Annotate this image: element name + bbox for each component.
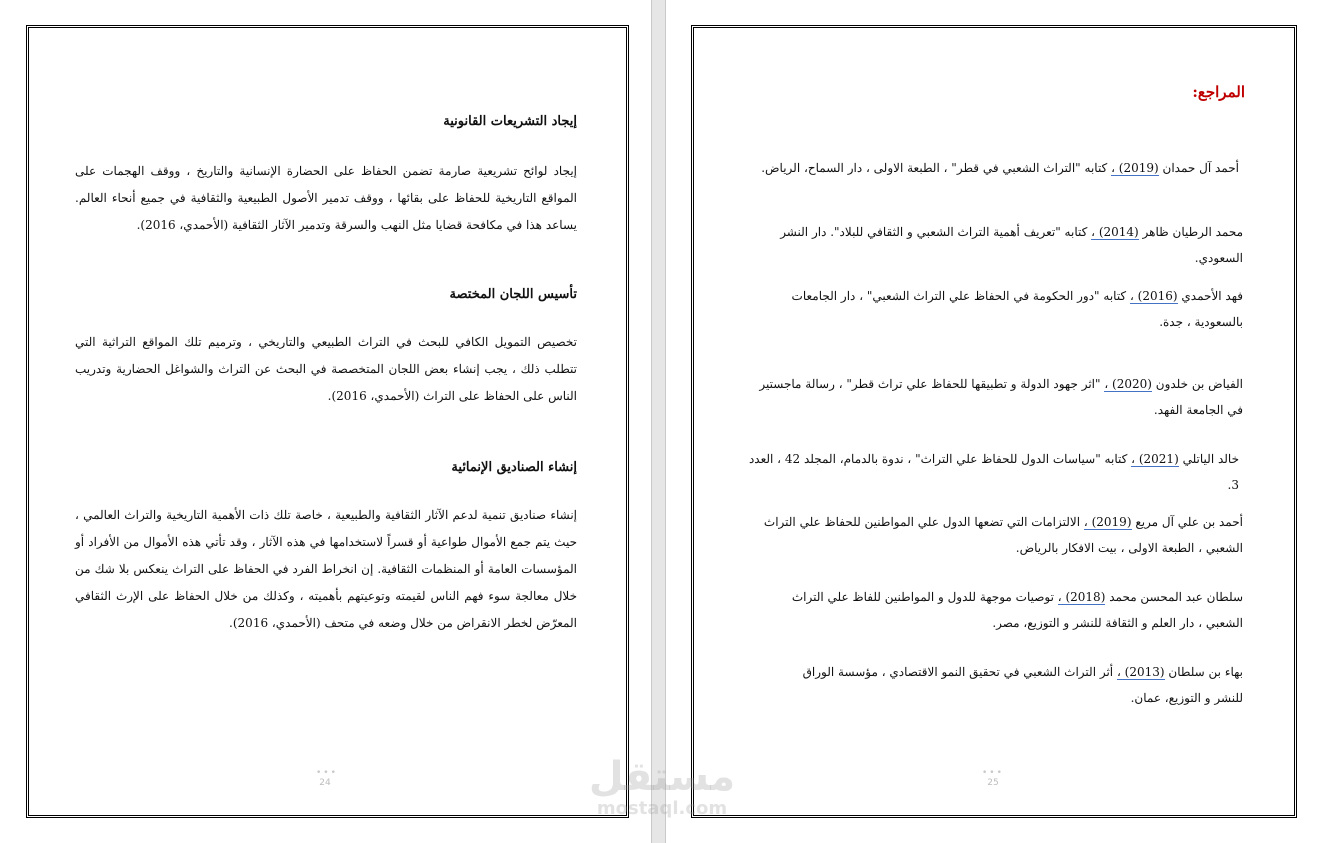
reference-item: أحمد آل حمدان (2019) ، كتابه "التراث الشعبي في قطر" ، الطبعة الاولى ، دار السماح، الرياض.: [761, 161, 1239, 175]
page-24: [0, 0, 651, 843]
page-number: 24: [319, 778, 331, 788]
reference-item: الفياض بن خلدون (2020) ، "اثر جهود الدولة و تطبيقها للحفاظ علي تراث قطر" ، رسالة ماجستير في الجامعة الفهد.: [759, 377, 1243, 417]
page-25: [666, 0, 1317, 843]
page-number: 25: [987, 778, 999, 788]
page-dots: •••: [982, 768, 1004, 778]
watermark-arabic: مستقل: [588, 754, 736, 800]
section-body-committees: تخصيص التمويل الكافي للبحث في التراث الطبيعي والتاريخي ، وترميم تلك المواقع التراثية التي تتطلب ذلك ، يجب إنشاء بعض اللجان المتخصصة في البحث عن التراث والشواغل الحضارية وتدريب الناس على الحفاظ على التراث (الأحمدي، 2016).: [75, 335, 578, 403]
section-heading-funds: إنشاء الصناديق الإنمائية: [451, 460, 577, 475]
watermark-latin: mostaql.com: [596, 798, 728, 819]
section-heading-legislation: إيجاد التشريعات القانونية: [443, 114, 577, 129]
reference-item: سلطان عبد المحسن محمد (2018) ، توصيات موجهة للدول و المواطنين للفاظ علي التراث الشعبي ، دار العلم و الثقافة للنشر و التوزيع، مصر.: [791, 590, 1243, 630]
reference-item: بهاء بن سلطان (2013) ، أثر التراث الشعبي في تحقيق النمو الاقتصادي ، مؤسسة الوراق للنشر و التوزيع، عمان.: [802, 665, 1243, 705]
page-border: [26, 25, 629, 818]
page-dots: •••: [316, 768, 338, 778]
reference-item: أحمد بن علي آل مريع (2019) ، الالتزامات التي تضعها الدول علي المواطنين للحفاظ علي التراث الشعبي ، الطبعة الاولى ، بيت الافكار بالرياض.: [763, 515, 1243, 555]
reference-item: محمد الرطيان ظاهر (2014) ، كتابه "تعريف أهمية التراث الشعبي و الثقافي للبلاد". دار النشر السعودي.: [780, 225, 1243, 265]
section-body-funds: إنشاء صناديق تنمية لدعم الآثار الثقافية والطبيعية ، خاصة تلك ذات الأهمية التاريخية والتراث العالمي ، حيث يتم جمع الأموال طواعية أو قسراً لاستخدامها في هذه الآثار ، وقد تأتي هذه الأموال من الأفراد أو المؤسسات العامة أو المنظمات الثقافية. إن انخراط الفرد في الحفاظ على التراث ينعكس بلا شك من خلال معالجة سوء فهم الناس لقيمته وتوعيتهم بأهميته ، وكذلك من خلال الحفاظ على الإرث الثقافي المعرّض لخطر الانقراض من خلال وضعه في متحف (الأحمدي، 2016).: [75, 508, 577, 630]
page-gutter: [651, 0, 666, 843]
section-heading-committees: تأسيس اللجان المختصة: [449, 287, 577, 302]
section-body-legislation: إيجاد لوائح تشريعية صارمة تضمن الحفاظ على الحضارة الإنسانية والتاريخ ، ووقف الهجمات على المواقع التاريخية للحفاظ على بقائها ، ووقف تدمير الأصول الطبيعية والثقافية في جميع أنحاء العالم. يساعد هذا في مكافحة قضايا مثل النهب والسرقة وتدمير الآثار الثقافية (الأحمدي، 2016).: [75, 164, 577, 232]
reference-item: خالد الياتلي (2021) ، كتابه "سياسات الدول للحفاظ علي التراث" ، ندوة بالدمام، المجلد 42 ، العدد 3.: [748, 452, 1239, 492]
references-title: المراجع:: [1192, 83, 1245, 101]
reference-item: فهد الأحمدي (2016) ، كتابه "دور الحكومة في الحفاظ علي التراث الشعبي" ، دار الجامعات بالسعودية ، جدة.: [791, 289, 1243, 329]
